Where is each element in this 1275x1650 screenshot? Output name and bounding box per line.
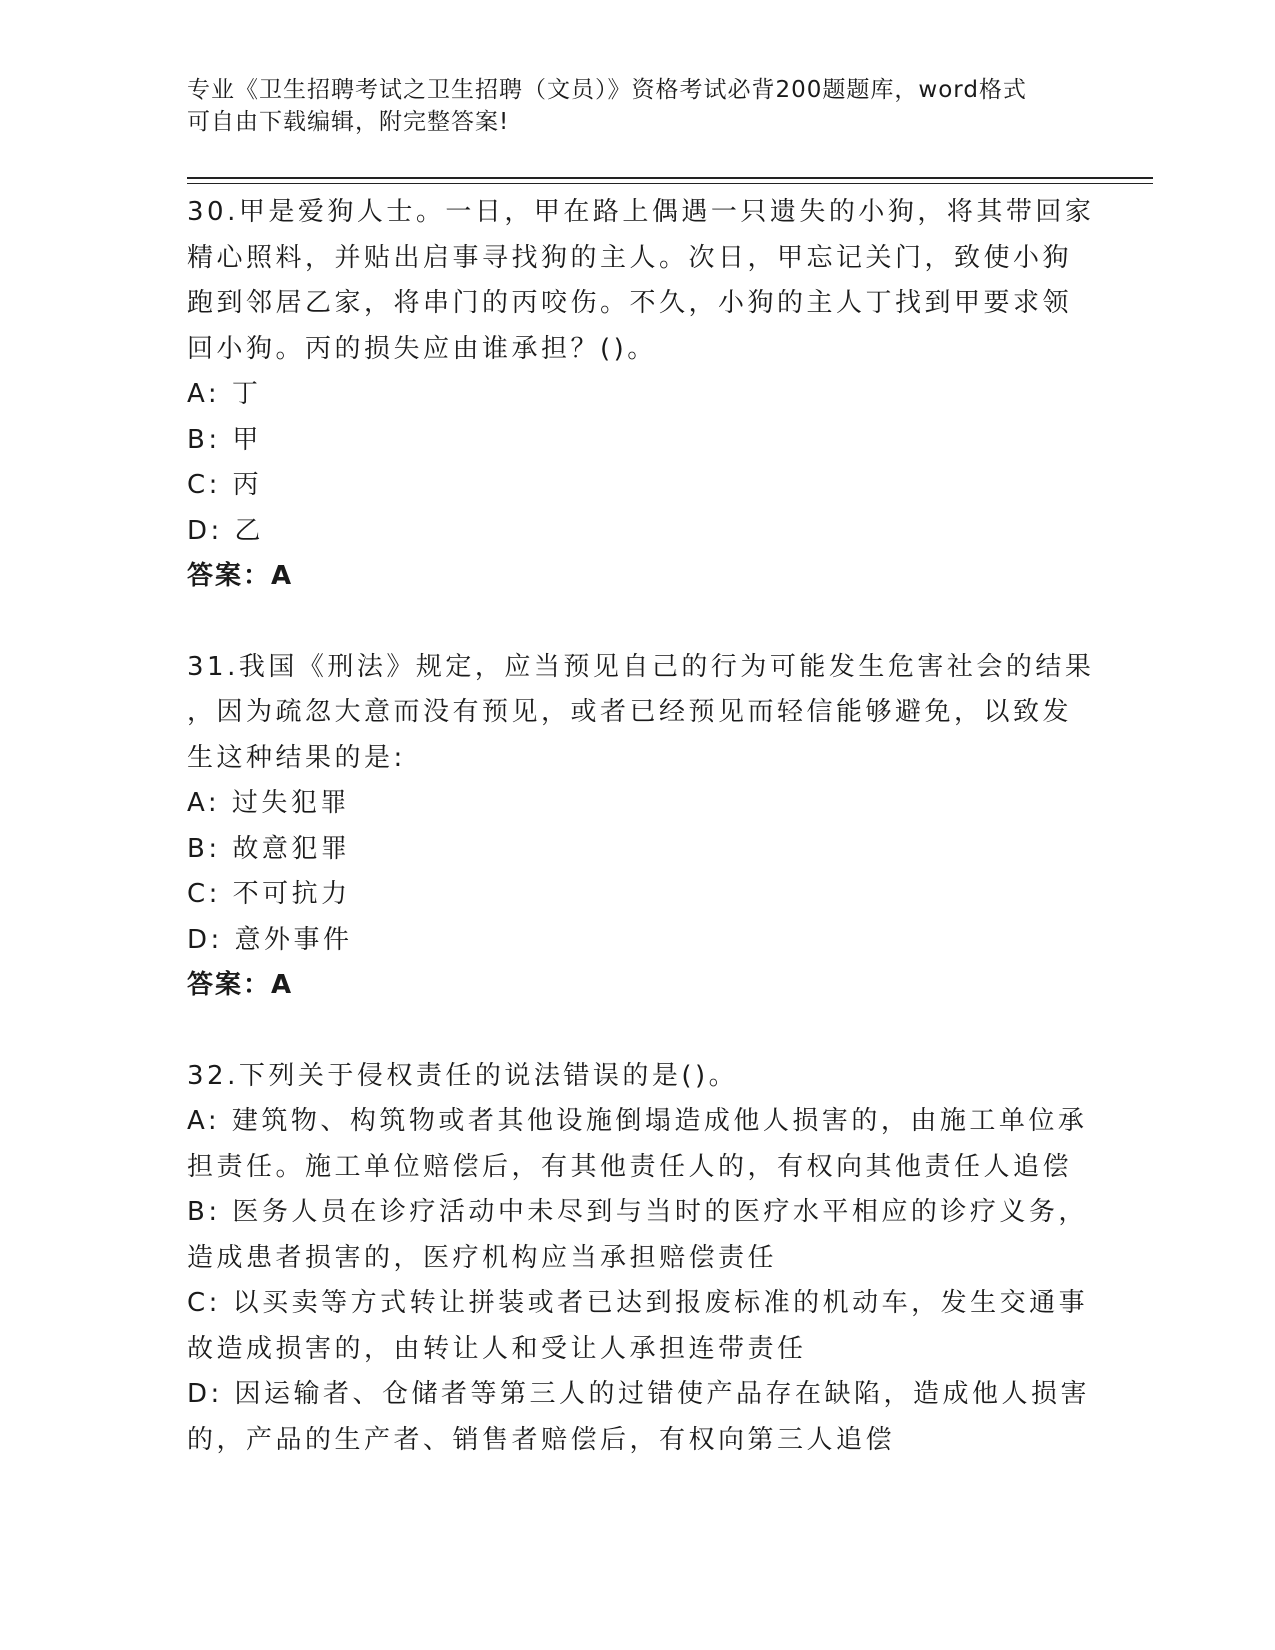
question-32 — [187, 1054, 1091, 1464]
question-stem-line: 生这种结果的是: — [187, 742, 406, 773]
question-stem-line: 30.甲是爱狗人士。一日，甲在路上偶遇一只遗失的小狗，将其带回家 — [187, 197, 1095, 227]
header-line-2: 可自由下载编辑，附完整答案! — [187, 109, 510, 135]
question-stem-line: 32.下列关于侵权责任的说法错误的是()。 — [187, 1060, 739, 1091]
answer-line: 答案：A — [187, 561, 294, 591]
option-b-line-1: B: 医务人员在诊疗活动中未尽到与当时的医疗水平相应的诊疗义务， — [187, 1197, 1088, 1227]
option-a-line-1: A: 建筑物、构筑物或者其他设施倒塌造成他人损害的，由施工单位承 — [187, 1106, 1088, 1136]
question-stem-line: 跑到邻居乙家，将串门的丙咬伤。不久，小狗的主人丁找到甲要求领 — [187, 288, 1073, 318]
option-a-line-2: 担责任。施工单位赔偿后，有其他责任人的，有权向其他责任人追偿 — [187, 1151, 1073, 1182]
option-c-line-1: C: 以买卖等方式转让拼装或者已达到报废标准的机动车，发生交通事 — [187, 1288, 1089, 1318]
option-b-line-2: 造成患者损害的，医疗机构应当承担赔偿责任 — [187, 1242, 778, 1273]
option-a: A: 过失犯罪 — [187, 788, 350, 818]
option-b: B: 故意犯罪 — [187, 833, 351, 864]
header-divider-thin — [187, 183, 1153, 184]
option-b: B: 甲 — [187, 424, 262, 455]
option-a: A: 丁 — [187, 379, 262, 409]
option-c: C: 丙 — [187, 470, 263, 500]
question-list — [187, 190, 1095, 1463]
option-c: C: 不可抗力 — [187, 879, 351, 909]
option-d-line-2: 的，产品的生产者、销售者赔偿后，有权向第三人追偿 — [187, 1424, 896, 1455]
question-stem-line: 精心照料，并贴出启事寻找狗的主人。次日，甲忘记关门，致使小狗 — [187, 242, 1073, 273]
question-spacer — [187, 600, 1087, 645]
question-stem-line: 回小狗。丙的损失应由谁承担？()。 — [187, 333, 657, 364]
option-d: D: 意外事件 — [187, 924, 353, 955]
question-31 — [187, 645, 1095, 1009]
header-line-1: 专业《卫生招聘考试之卫生招聘（文员）》资格考试必背200题题库，word格式 — [187, 77, 1027, 103]
question-stem-line: ，因为疏忽大意而没有预见，或者已经预见而轻信能够避免，以致发 — [187, 697, 1073, 727]
answer-line: 答案：A — [187, 970, 294, 1000]
option-d-line-1: D: 因运输者、仓储者等第三人的过错使产品存在缺陷，造成他人损害 — [187, 1379, 1091, 1409]
header-divider-thick — [187, 177, 1153, 179]
question-stem-line: 31.我国《刑法》规定，应当预见自己的行为可能发生危害社会的结果 — [187, 651, 1095, 682]
question-spacer — [187, 1009, 1087, 1054]
question-30 — [187, 190, 1095, 600]
document-header — [187, 74, 1067, 138]
option-c-line-2: 故造成损害的，由转让人和受让人承担连带责任 — [187, 1333, 807, 1364]
option-d: D: 乙 — [187, 515, 265, 546]
